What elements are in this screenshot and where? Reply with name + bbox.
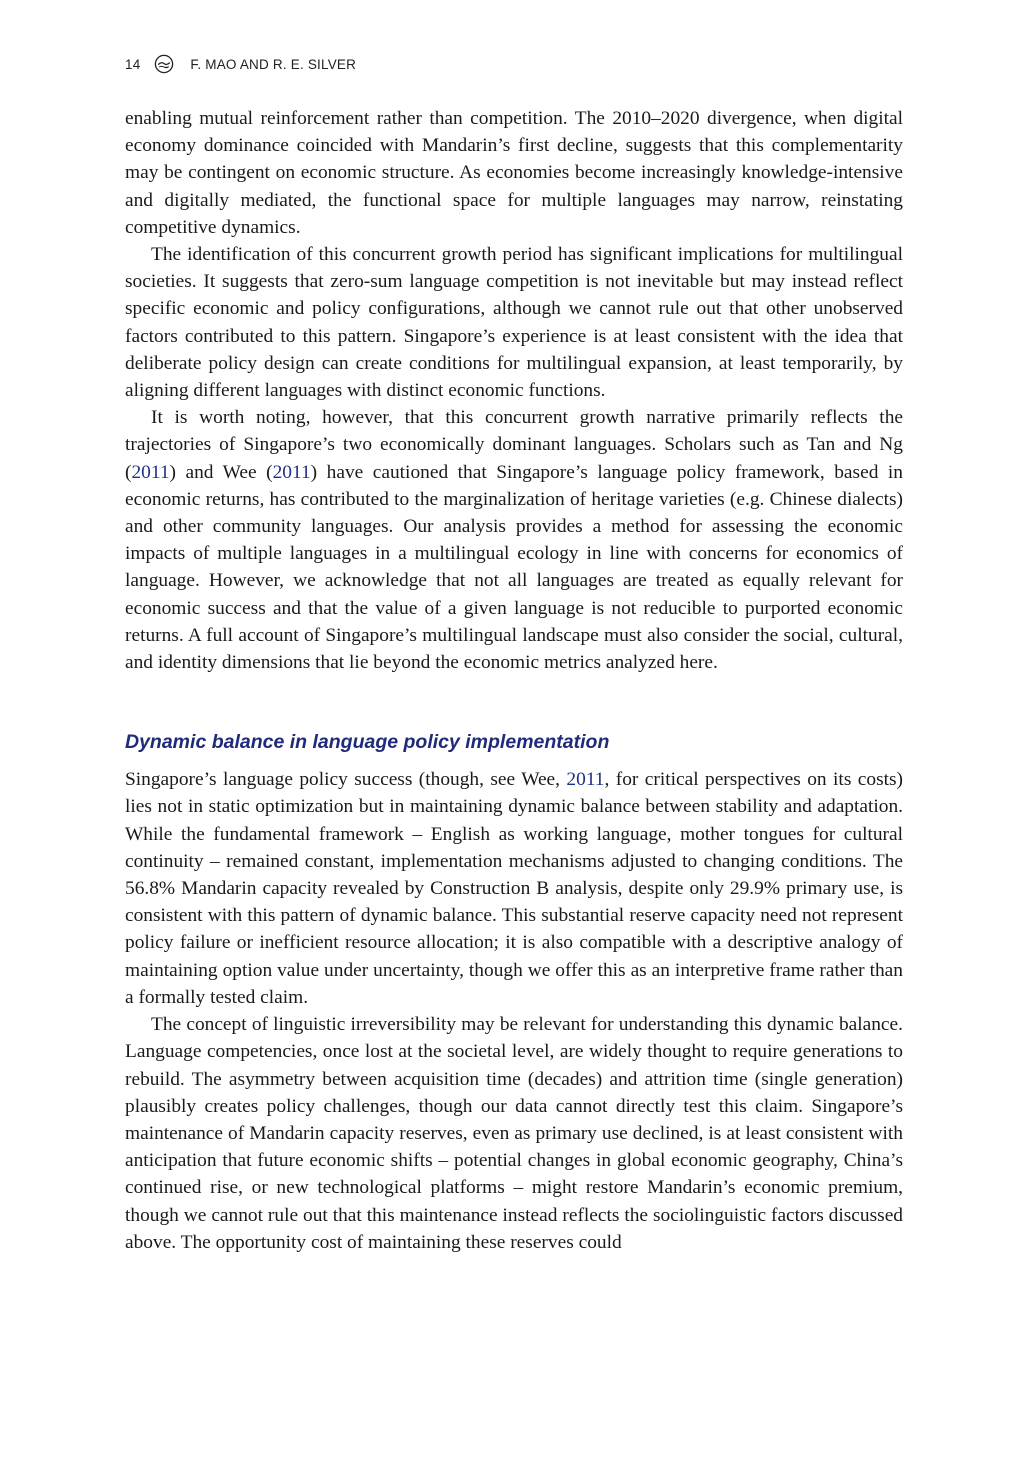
paragraph-text: Singapore’s language policy success (though, see Wee, [125, 769, 567, 791]
paragraph: The concept of linguistic irreversibility may be relevant for understanding this dynamic balance. Language competencies, once lost at the societal level, are widely thought to require generations to rebuild. The asymmetry between acquisition time (decades) and attrition time (single generation) plausibly creates policy challenges, though our data cannot directly test this claim. Singapore’s maintenance of Mandarin capacity reserves, even as primary use declined, is at least consistent with anticipation that future economic shifts – potential changes in global economic geography, China’s continued rise, or new technological platforms – might restore Mandarin’s economic premium, though we cannot rule out that this maintenance instead reflects the sociolinguistic factors discussed above. The opportunity cost of maintaining these reserves could [125, 1014, 903, 1253]
paragraph-text: It is worth noting, however, that this concurrent growth narrative primarily reflects the trajectories of Singapore’s two economically dominant languages. Scholars such as Tan and Ng ( [125, 407, 903, 483]
citation-link[interactable]: 2011 [131, 461, 170, 483]
paragraph: enabling mutual reinforcement rather than competition. The 2010–2020 divergence, when digital economy dominance coincided with Mandarin’s first decline, suggests that this complementarity may be contingent on economic structure. As economies become increasingly knowledge-intensive and digitally mediated, the functional space for multiple languages may narrow, reinstating competitive dynamics. [125, 108, 903, 238]
paragraph [125, 766, 903, 1011]
running-head-authors: F. MAO AND R. E. SILVER [190, 56, 357, 72]
paragraph-text: ) have cautioned that Singapore’s language policy framework, based in economic returns, has contributed to the marginalization of heritage varieties (e.g. Chinese dialects) and other community languages. Our analysis provides a method for assessing the economic impacts of multiple languages in a multilingual ecology in line with concerns for economics of language. However, we acknowledge that not all languages are treated as equally relevant for economic success and that the value of a given language is not reducible to purported economic returns. A full account of Singapore’s multilingual landscape must also consider the social, cultural, and identity dimensions that lie beyond the economic metrics analyzed here. [125, 461, 903, 674]
paragraph: The identification of this concurrent growth period has significant implications for multilingual societies. It suggests that zero-sum language competition is not inevitable but may instead reflect specific economic and policy configurations, although we cannot rule out that other unobserved factors contributed to this pattern. Singapore’s experience is at least consistent with the idea that deliberate policy design can create conditions for multilingual expansion, at least temporarily, by aligning different languages with distinct economic functions. [125, 244, 903, 402]
running-head [125, 53, 356, 75]
paragraph-text: ) and Wee ( [169, 461, 273, 483]
paragraph-text: , for critical perspectives on its costs) lies not in static optimization but in maintaining dynamic balance between stability and adaptation. While the fundamental framework – English as working language, mother tongues for cultural continuity – remained constant, implementation mechanisms adjusted to changing conditions. The 56.8% Mandarin capacity revealed by Construction B analysis, despite only 29.9% primary use, is consistent with this pattern of dynamic balance. This substantial reserve capacity need not represent policy failure or inefficient resource allocation; it is also compatible with a descriptive analogy of maintaining option value under uncertainty, though we offer this as an interpretive frame rather than a formally tested claim. [125, 769, 904, 1008]
citation-link[interactable]: 2011 [272, 461, 311, 483]
page-number: 14 [125, 56, 141, 72]
main-text-column [125, 105, 903, 1256]
section-heading: Dynamic balance in language policy implementation [125, 731, 610, 754]
publisher-logo-icon [154, 54, 174, 74]
paragraph [125, 404, 903, 676]
citation-link[interactable]: 2011 [566, 769, 605, 791]
